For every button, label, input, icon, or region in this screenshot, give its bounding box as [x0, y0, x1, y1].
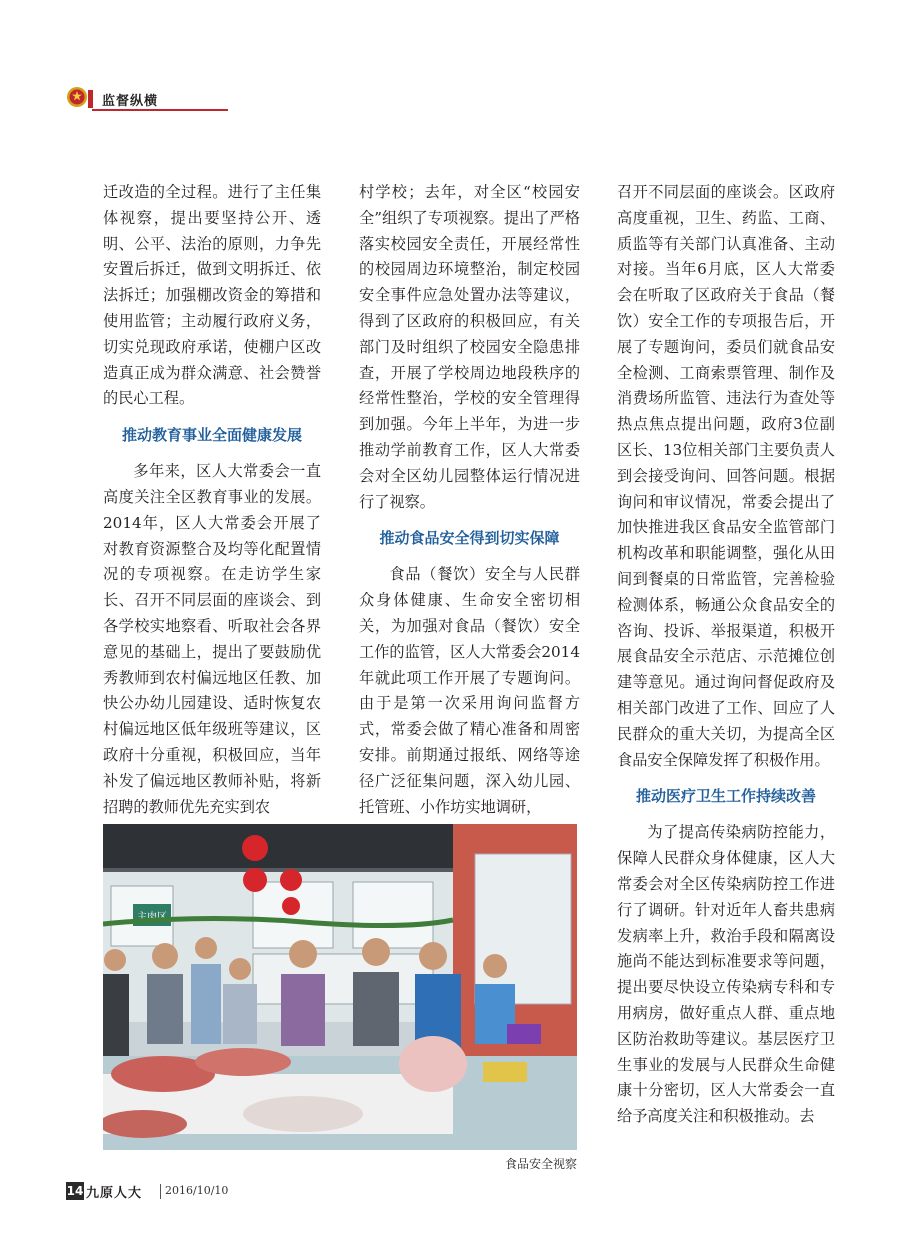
- photo-caption: 食品安全视察: [504, 1157, 577, 1171]
- paragraph: 召开不同层面的座谈会。区政府高度重视，卫生、药监、工商、质监等有关部门认真准备、主动对接。当年6月底，区人大常委会在听取了区政府关于食品（餐饮）安全工作的专项报告后，开展了专题询问，委员们就食品安全检测、工商索票管理、制作及消费场所监管、违法行为查处等热点焦点提出问题，政府3位副区长、13位相关部门主要负责人到会接受询问、回答问题。根据询问和审议情况，常委会提出了加快推进我区食品安全监管部门机构改革和职能调整，强化从田间到餐桌的日常监管，完善检验检测体系，畅通公众食品安全的咨询、投诉、举报渠道，积极开展食品安全示范店、示范摊位创建等意见。通过询问督促政府及相关部门改进了工作、回应了人民群众的重大关切，为提高全区食品安全保障发挥了积极作用。: [617, 183, 835, 769]
- paragraph: 村学校；去年，对全区“校园安全”组织了专项视察。提出了严格落实校园安全责任，开展经常性的校园周边环境整治，制定校园安全事件应急处置办法等建议，得到了区政府的积极回应，有关部门及时组织了校园安全隐患排查，开展了学校周边地段秩序的经常性整治，学校的安全管理得到加强。今年上半年，为进一步推动学前教育工作，区人大常委会对全区幼儿园整体运行情况进行了视察。: [359, 183, 580, 511]
- page-header: [66, 78, 228, 114]
- footer-divider: [160, 1184, 161, 1199]
- inspection-photo: [103, 824, 577, 1150]
- stall-sign: 主肉区: [137, 912, 167, 923]
- text-column-3: [617, 180, 835, 1130]
- paragraph: 多年来，区人大常委会一直高度关注全区教育事业的发展。2014年，区人大常委会开展了对教育资源整合及均等化配置情况的专项视察。在走访学生家长、召开不同层面的座谈会、到各学校实地察看、听取社会各界意见的基础上，提出了要鼓励优秀教师到农村偏远地区任教、加快公办幼儿园建设、适时恢复农村偏远地区低年级班等建议，区政府十分重视，积极回应，当年补发了偏远地区教师补贴，将新招聘的教师优先充实到农: [103, 462, 321, 816]
- page-number: 14: [66, 1184, 84, 1198]
- inspection-photo-illustration: [103, 824, 577, 1150]
- text-column-2: [359, 180, 580, 820]
- paragraph: 迁改造的全过程。进行了主任集体视察，提出要坚持公开、透明、公平、法治的原则，力争先安置后拆迁，做到文明拆迁、依法拆迁；加强棚改资金的筹措和使用监管；主动履行政府义务，切实兑现政府承诺，使棚户区改造真正成为群众满意、社会赞誉的民心工程。: [103, 183, 321, 408]
- section-heading-education: 推动教育事业全面健康发展: [121, 426, 302, 445]
- header-rule: [92, 109, 228, 111]
- issue-date: 2016/10/10: [165, 1184, 229, 1197]
- paragraph: 食品（餐饮）安全与人民群众身体健康、生命安全密切相关，为加强对食品（餐饮）安全工作的监管，区人大常委会2014年就此项工作开展了专题询问。由于是第一次采用询问监督方式，常委会做了精心准备和周密安排。前期通过报纸、网络等途径广泛征集问题，深入幼儿园、托管班、小作坊实地调研，: [359, 565, 580, 816]
- magazine-title: 九原人大: [86, 1186, 143, 1201]
- section-heading-healthcare: 推动医疗卫生工作持续改善: [635, 787, 816, 806]
- section-heading-food-safety: 推动食品安全得到切实保障: [379, 529, 560, 548]
- page-footer: [66, 1180, 286, 1204]
- header-accent-bar: [88, 90, 93, 108]
- paragraph: 为了提高传染病防控能力，保障人民群众身体健康，区人大常委会对全区传染病防控工作进行了调研。针对近年人畜共患病发病率上升，救治手段和隔离设施尚不能达到标准要求等问题，提出要尽快设立传染病专科和专用病房，做好重点人群、重点地区防治救助等建议。基层医疗卫生事业的发展与人民群众生命健康十分密切，区人大常委会一直给予高度关注和积极推动。去: [617, 823, 835, 1126]
- national-emblem-icon: [66, 86, 88, 108]
- text-column-1: [103, 180, 321, 820]
- section-tag: 监督纵横: [102, 94, 159, 109]
